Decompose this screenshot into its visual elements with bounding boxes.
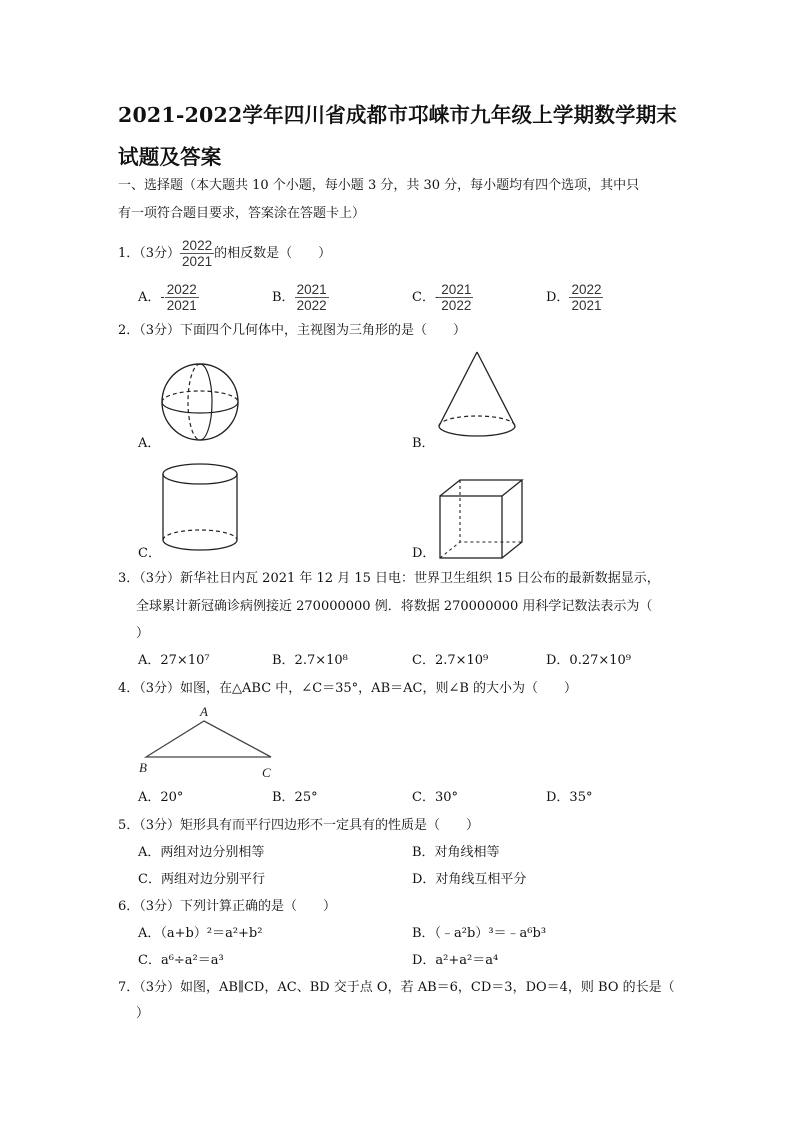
- q2-option-b[interactable]: B．: [412, 436, 435, 451]
- q3-option-c[interactable]: C．2.7×10⁹: [412, 653, 489, 668]
- sign: -: [434, 289, 440, 304]
- question-3-line3: ）: [136, 626, 150, 641]
- option-label: B．: [272, 290, 295, 305]
- q1-option-b[interactable]: [272, 282, 329, 313]
- doc-title-line2: 试题及答案: [118, 145, 222, 169]
- q5-option-d[interactable]: D．对角线互相平分: [412, 872, 527, 887]
- question-2-stem: 2．（3分）下面四个几何体中，主视图为三角形的是（ ）: [118, 323, 467, 338]
- q6-option-b[interactable]: B．（﹣a²b）³＝﹣a⁶b³: [412, 926, 547, 941]
- q6-option-c[interactable]: C．a⁶÷a²＝a³: [138, 953, 224, 968]
- sphere-figure: [160, 362, 246, 448]
- q6-option-d[interactable]: D．a²+a²＝a⁴: [412, 953, 499, 968]
- num: 2022: [166, 282, 197, 297]
- q4-option-a[interactable]: A．20°: [138, 790, 184, 805]
- q2-option-c[interactable]: C．: [138, 546, 161, 561]
- q4-option-b[interactable]: B．25°: [272, 790, 318, 805]
- cone-figure: [436, 350, 520, 450]
- q4-option-c[interactable]: C．30°: [412, 790, 458, 805]
- vertex-c-label: C: [262, 765, 271, 780]
- question-1-stem: [118, 238, 331, 269]
- q5-option-c[interactable]: C．两组对边分别平行: [138, 872, 265, 887]
- cylinder-figure: [162, 462, 242, 558]
- question-6-stem: 6．（3分）下列计算正确的是（ ）: [118, 899, 337, 914]
- question-5-stem: 5．（3分）矩形具有而平行四边形不一定具有的性质是（ ）: [118, 818, 480, 833]
- den: 2021: [571, 298, 602, 313]
- question-7-line2: ）: [136, 1006, 150, 1021]
- q3-option-d[interactable]: D．0.27×10⁹: [546, 653, 632, 668]
- option-label: C．: [412, 290, 435, 305]
- q4-option-d[interactable]: D．35°: [546, 790, 593, 805]
- option-fraction: [439, 282, 473, 313]
- doc-title-line1: 2021-2022学年四川省成都市邛崃市九年级上学期数学期末: [118, 103, 678, 127]
- q5-option-a[interactable]: A．两组对边分别相等: [138, 845, 265, 860]
- option-fraction: [165, 282, 199, 313]
- vertex-b-label: B: [139, 760, 147, 775]
- q2-option-a[interactable]: A．: [138, 436, 161, 451]
- q2-option-d[interactable]: D．: [412, 546, 436, 561]
- q1-option-a[interactable]: [138, 282, 199, 313]
- num: 2022: [571, 282, 602, 297]
- num: 2021: [441, 282, 472, 297]
- question-3-line1: 3．（3分）新华社日内瓦 2021 年 12 月 15 日电：世界卫生组织 15 日公布的最新数据显示，: [118, 571, 660, 586]
- question-3-line2: 全球累计新冠确诊病例接近 270000000 例．将数据 270000000 用科学记数法表示为（: [136, 599, 653, 614]
- option-label: A．: [138, 290, 161, 305]
- den: 2022: [296, 298, 327, 313]
- q3-option-a[interactable]: A．27×10⁷: [138, 653, 210, 668]
- q3-option-b[interactable]: B．2.7×10⁸: [272, 653, 348, 668]
- q1-den: 2021: [182, 254, 213, 269]
- den: 2021: [166, 298, 197, 313]
- q1-suffix: 的相反数是（ ）: [214, 246, 332, 261]
- vertex-a-label: A: [200, 704, 208, 719]
- den: 2022: [441, 298, 472, 313]
- cube-figure: [438, 478, 528, 562]
- option-fraction: [569, 282, 603, 313]
- section-heading-line1: 一、选择题（本大题共 10 个小题，每小题 3 分，共 30 分，每小题均有四个选项，其中只: [118, 178, 640, 193]
- question-4-stem: 4．（3分）如图，在△ABC 中，∠C＝35°，AB＝AC，则∠B 的大小为（ ）: [118, 681, 578, 696]
- num: 2021: [296, 282, 327, 297]
- q6-option-a[interactable]: A．（a+b）²＝a²+b²: [138, 926, 263, 941]
- q5-option-b[interactable]: B．对角线相等: [412, 845, 500, 860]
- question-7-line1: 7．（3分）如图，AB∥CD，AC、BD 交于点 O，若 AB＝6，CD＝3，DO＝4，则 BO 的长是（: [118, 980, 675, 995]
- section-heading-line2: 有一项符合题目要求，答案涂在答题卡上）: [118, 206, 366, 221]
- sign: -: [160, 289, 165, 304]
- option-label: D．: [546, 290, 570, 305]
- q1-option-d[interactable]: [546, 282, 603, 313]
- q1-fraction: [180, 238, 214, 269]
- option-fraction: [295, 282, 329, 313]
- q1-num: 2022: [182, 238, 213, 253]
- q1-option-c[interactable]: [412, 282, 473, 313]
- triangle-figure: [136, 704, 286, 782]
- q1-prefix: 1．（3分）: [118, 246, 181, 261]
